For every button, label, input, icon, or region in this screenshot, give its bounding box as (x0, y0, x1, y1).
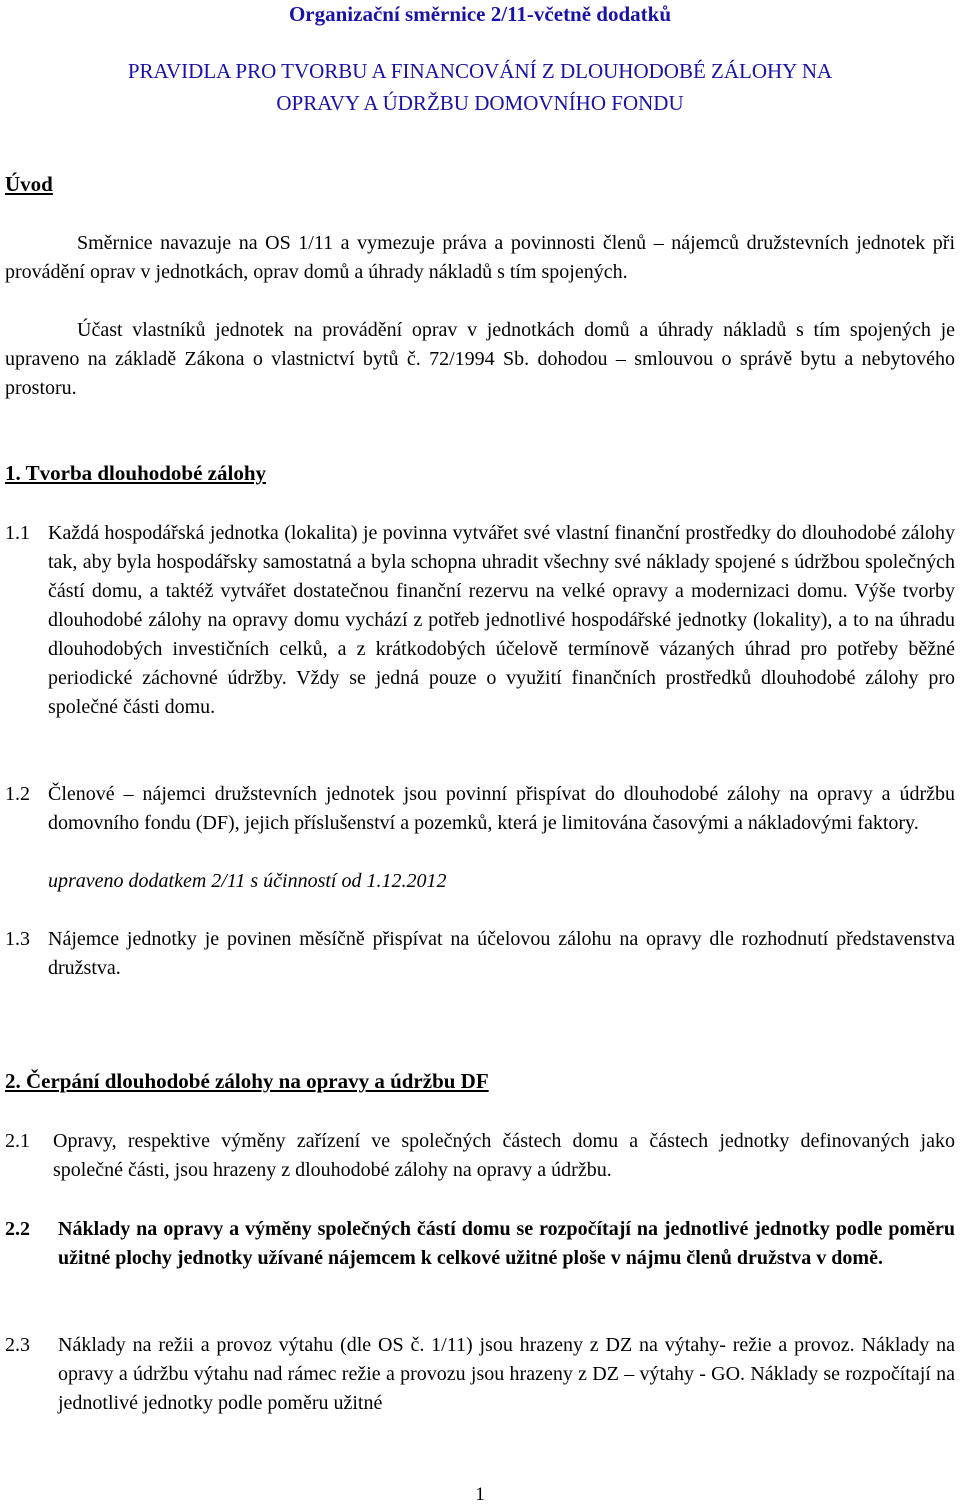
clause-2-2-text: Náklady na opravy a výměny společných částí domu se rozpočítají na jednotlivé jednotky podle poměru užitné plochy jednotky užívané nájemcem k celkové užitné ploše v nájmu členů družstva v domě. (58, 1218, 955, 1269)
intro-paragraph-1: Směrnice navazuje na OS 1/11 a vymezuje práva a povinnosti členů – nájemců družstevních jednotek při provádění oprav v jednotkách, oprav domů a úhrady nákladů s tím spojených. (5, 232, 955, 283)
clause-2-3-text: Náklady na režii a provoz výtahu (dle OS č. 1/11) jsou hrazeny z DZ na výtahy- režie a provoz. Náklady na opravy a údržbu výtahu nad rámec režie a provozu jsou hrazeny z DZ – výtahy - GO. Náklady se rozpočítají na jednotlivé jednotky podle poměru užitné (58, 1334, 955, 1414)
document-title: Organizační směrnice 2/11-včetně dodatků (288, 2, 672, 26)
clause-2-1-number: 2.1 (5, 1130, 30, 1152)
subtitle-line-1: PRAVIDLA PRO TVORBU A FINANCOVÁNÍ Z DLOUHODOBÉ ZÁLOHY NA (127, 59, 833, 83)
clause-1-3-number: 1.3 (5, 928, 30, 950)
clause-2-1-text: Opravy, respektive výměny zařízení ve společných částech domu a částech jednotky definovaných jako společné části, jsou hrazeny z dlouhodobé zálohy na opravy a údržbu. (53, 1130, 955, 1181)
clause-1-3-text: Nájemce jednotky je povinen měsíčně přispívat na účelovou zálohu na opravy dle rozhodnutí představenstva družstva. (48, 928, 955, 979)
intro-heading: Úvod (5, 172, 53, 196)
clause-2-3-number: 2.3 (5, 1334, 30, 1356)
clause-1-1-number: 1.1 (5, 522, 30, 544)
clause-1-2-amendment-note: upraveno dodatkem 2/11 s účinností od 1.12.2012 (48, 870, 447, 892)
section-2-heading: 2. Čerpání dlouhodobé zálohy na opravy a údržbu DF (5, 1069, 489, 1093)
section-1-heading: 1. Tvorba dlouhodobé zálohy (5, 461, 267, 485)
subtitle-line-2: OPRAVY A ÚDRŽBU DOMOVNÍHO FONDU (276, 91, 684, 115)
clause-1-2-text: Členové – nájemci družstevních jednotek jsou povinní přispívat do dlouhodobé zálohy na opravy a údržbu domovního fondu (DF), jejich příslušenství a pozemků, která je limitována časovými a nákladovými faktory. (48, 783, 955, 834)
clause-1-2-number: 1.2 (5, 783, 30, 805)
intro-paragraph-2: Účast vlastníků jednotek na provádění oprav v jednotkách domů a úhrady nákladů s tím spojených je upraveno na základě Zákona o vlastnictví bytů č. 72/1994 Sb. dohodou – smlouvou o správě bytu a nebytového prostoru. (5, 319, 955, 399)
clause-1-1-text: Každá hospodářská jednotka (lokalita) je povinna vytvářet své vlastní finanční prostředky do dlouhodobé zálohy tak, aby byla hospodářsky samostatná a byla schopna uhradit všechny své náklady spojené s údržbou společných částí domu, a taktéž vytvářet dostatečnou finanční rezervu na velké opravy a modernizaci domu. Výše tvorby dlouhodobé zálohy na opravy domu vychází z potřeb jednotlivé hospodářské jednotky (lokality), a to na úhradu dlouhodobých investičních celků, a z krátkodobých účelově termínově vázaných úhrad pro potřeby běžné periodické záchovné údržby. Vždy se jedná pouze o využití finančních prostředků dlouhodobé zálohy pro společné části domu. (48, 522, 955, 718)
clause-2-2-number: 2.2 (5, 1218, 30, 1240)
document-subtitle (0, 55, 960, 119)
page-number: 1 (475, 1484, 485, 1505)
